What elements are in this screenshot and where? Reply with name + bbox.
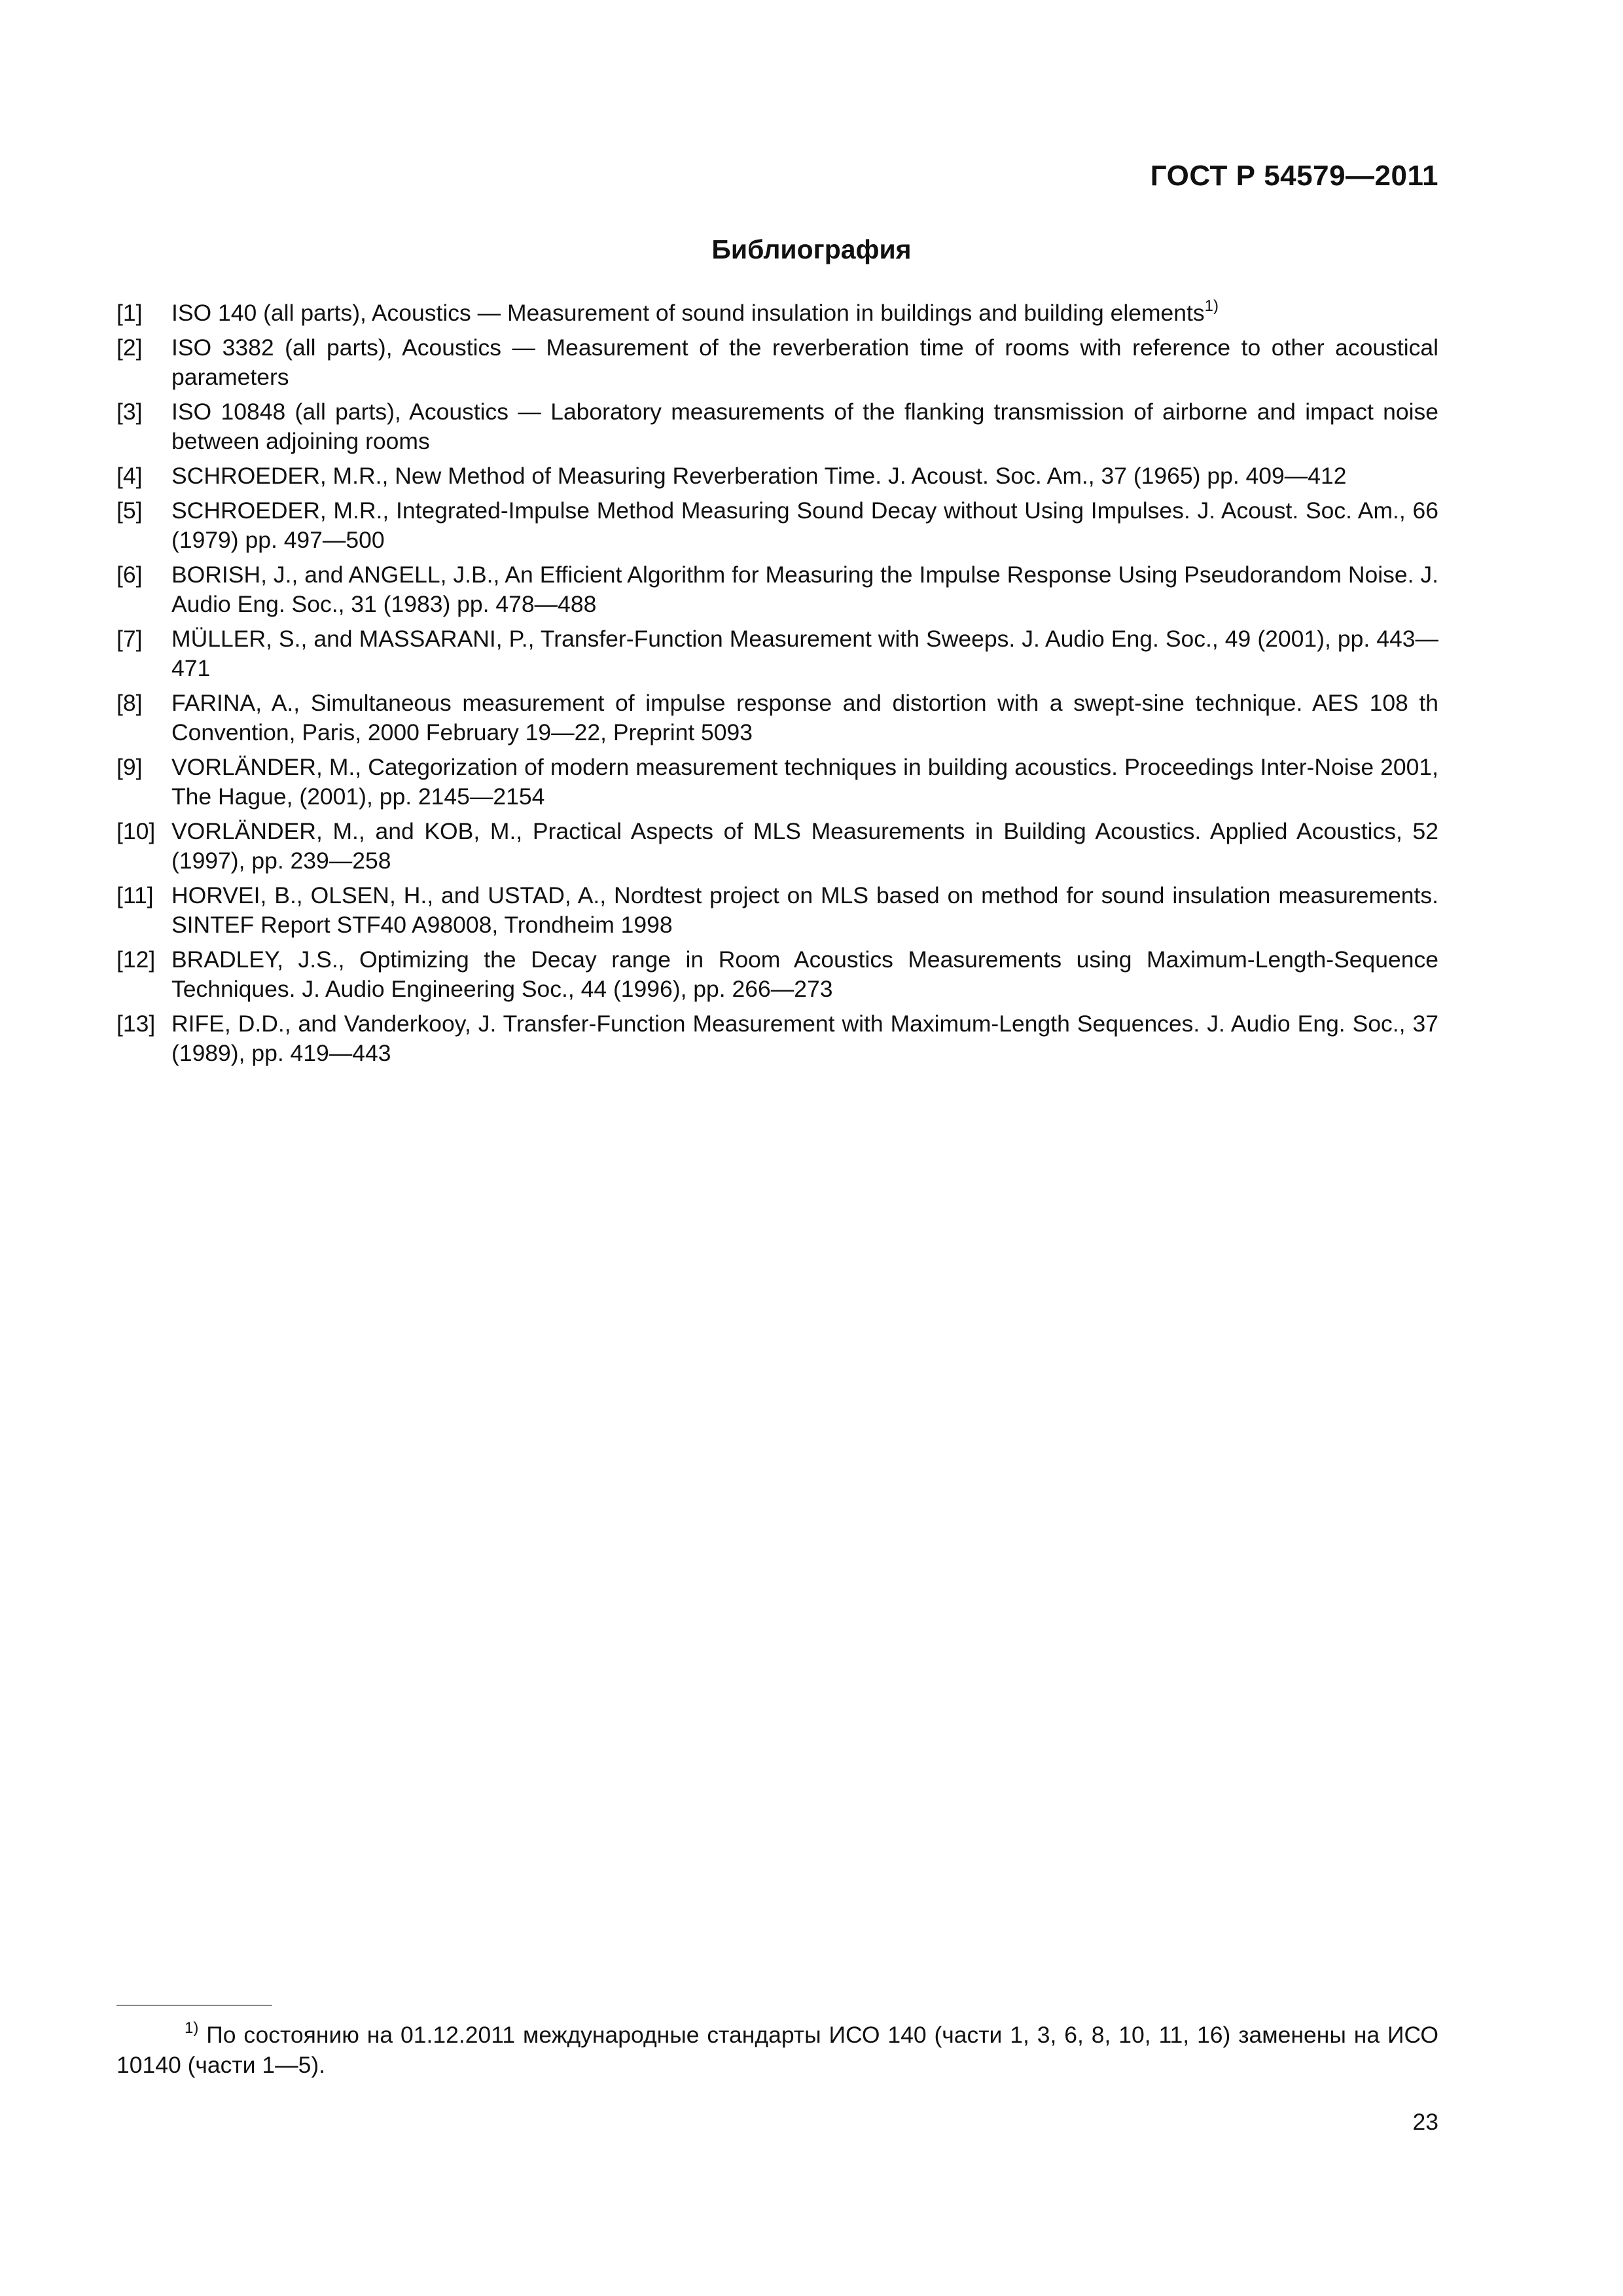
reference-number: [11] <box>116 882 154 908</box>
reference-text: BORISH, J., and ANGELL, J.B., An Efficient Algorithm for Measuring the Impulse Response Using Pseudorandom Noise. J. Audio Eng. Soc., 31 (1983) pp. 478—488 <box>171 562 1438 617</box>
footnote-divider <box>116 2005 272 2006</box>
reference-number: [7] <box>116 626 143 652</box>
reference-text: VORLÄNDER, M., and KOB, M., Practical Aspects of MLS Measurements in Building Acoustics. Applied Acoustics, 52 (1997), pp. 239—258 <box>171 818 1438 874</box>
bibliography-item <box>116 689 1438 747</box>
reference-text: ISO 140 (all parts), Acoustics — Measurement of sound insulation in buildings and building elements$^{1)}$ <box>171 297 1219 326</box>
reference-number: [12] <box>116 946 156 973</box>
footnote-text: По состоянию на 01.12.2011 международные стандарты ИСО 140 (части 1, 3, 6, 8, 10, 11, 16) заменены на ИСО 10140 (части 1—5). <box>116 2022 1438 2078</box>
reference-number: [13] <box>116 1011 156 1037</box>
footnote <box>116 2020 1438 2080</box>
bibliography-item <box>116 560 1438 619</box>
reference-text: BRADLEY, J.S., Optimizing the Decay range in Room Acoustics Measurements using Maximum-Length-Sequence Techniques. J. Audio Engineering Soc., 44 (1996), pp. 266—273 <box>171 946 1438 1002</box>
reference-text: ISO 10848 (all parts), Acoustics — Laboratory measurements of the flanking transmission of airborne and impact noise between adjoining rooms <box>171 399 1438 454</box>
reference-text: HORVEI, B., OLSEN, H., and USTAD, A., Nordtest project on MLS based on method for sound insulation measurements. SINTEF Report STF40 A98008, Trondheim 1998 <box>171 882 1438 938</box>
bibliography-item <box>116 298 1438 328</box>
bibliography-item <box>116 945 1438 1004</box>
reference-number: [6] <box>116 562 143 588</box>
reference-number: [5] <box>116 497 143 524</box>
reference-text: RIFE, D.D., and Vanderkooy, J. Transfer-Function Measurement with Maximum-Length Sequences. J. Audio Eng. Soc., 37 (1989), pp. 419—443 <box>171 1011 1438 1066</box>
reference-text: VORLÄNDER, M., Categorization of modern measurement techniques in building acoustics. Proceedings Inter-Noise 2001, The Hague, (2001), pp. 2145—2154 <box>171 754 1438 810</box>
bibliography-item <box>116 461 1438 491</box>
reference-number: [10] <box>116 818 156 844</box>
bibliography-title: Библиография <box>711 234 912 264</box>
reference-number: [1] <box>116 300 143 326</box>
reference-text: MÜLLER, S., and MASSARANI, P., Transfer-Function Measurement with Sweeps. J. Audio Eng. Soc., 49 (2001), pp. 443—471 <box>171 626 1438 681</box>
reference-number: [3] <box>116 399 143 425</box>
reference-text: SCHROEDER, M.R., New Method of Measuring Reverberation Time. J. Acoust. Soc. Am., 37 (1965) pp. 409—412 <box>171 463 1347 489</box>
bibliography-item <box>116 817 1438 876</box>
bibliography-item <box>116 496 1438 555</box>
bibliography-item <box>116 1009 1438 1068</box>
bibliography-item <box>116 397 1438 456</box>
reference-text: SCHROEDER, M.R., Integrated-Impulse Method Measuring Sound Decay without Using Impulses. J. Acoust. Soc. Am., 66 (1979) pp. 497—500 <box>171 497 1438 553</box>
reference-number: [8] <box>116 690 143 716</box>
page-number: 23 <box>1412 2109 1438 2135</box>
standard-code: ГОСТ Р 54579—2011 <box>1150 160 1438 192</box>
footnote-marker: 1) <box>185 2019 199 2037</box>
bibliography-item <box>116 753 1438 812</box>
reference-text: FARINA, A., Simultaneous measurement of impulse response and distortion with a swept-sine technique. AES 108 th Convention, Paris, 2000 February 19—22, Preprint 5093 <box>171 690 1438 745</box>
bibliography-item <box>116 333 1438 392</box>
bibliography-item <box>116 881 1438 940</box>
bibliography-list <box>116 298 1438 1073</box>
reference-number: [4] <box>116 463 143 489</box>
reference-number: [9] <box>116 754 143 780</box>
bibliography-item <box>116 624 1438 683</box>
footnote-marker: 1) <box>1204 297 1219 315</box>
reference-number: [2] <box>116 334 143 361</box>
reference-text: ISO 3382 (all parts), Acoustics — Measurement of the reverberation time of rooms with reference to other acoustical parameters <box>171 334 1438 390</box>
